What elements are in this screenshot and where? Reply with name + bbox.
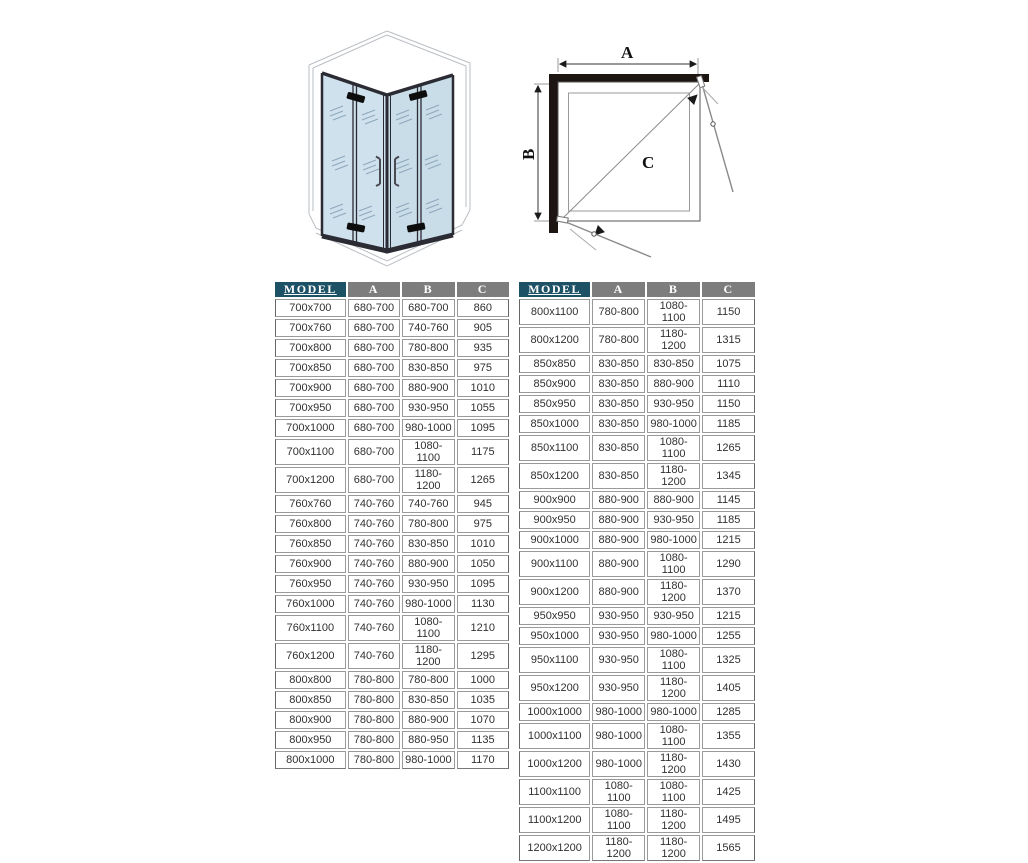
table-cell: 1430 [702,751,755,777]
table-cell: 1010 [457,535,509,553]
table-cell: 1290 [702,551,755,577]
table-cell: 1215 [702,607,755,625]
table-cell: 780-800 [348,671,400,689]
table-cell: 950x1200 [519,675,590,701]
table-cell: 1345 [702,463,755,489]
table-cell: 830-850 [592,355,645,373]
dimension-c [562,84,701,239]
table-cell: 1210 [457,615,509,641]
table-cell: 1180-1200 [647,835,700,861]
table-cell: 900x950 [519,511,590,529]
table-cell: 1200x1200 [519,835,590,861]
table-cell: 680-700 [348,379,400,397]
table-cell: 680-700 [348,399,400,417]
table-row [275,379,509,397]
table-cell: 1355 [702,723,755,749]
table-cell: 830-850 [647,355,700,373]
table-cell: 780-800 [348,691,400,709]
table-cell: 1050 [457,555,509,573]
table-cell: 980-1000 [402,595,454,613]
table-cell: 1170 [457,751,509,769]
table-cell: 850x1200 [519,463,590,489]
table-cell: 935 [457,339,509,357]
table-cell: 880-900 [647,375,700,393]
table-cell: 1180-1200 [647,463,700,489]
table-cell: 780-800 [348,751,400,769]
table-cell: 1180-1200 [647,807,700,833]
table-cell: 780-800 [402,515,454,533]
table-cell: 1180-1200 [647,675,700,701]
table-cell: 980-1000 [592,703,645,721]
table-row [519,299,755,325]
table-cell: 800x950 [275,731,346,749]
table-cell: 700x850 [275,359,346,377]
table-row [519,491,755,509]
table-cell: 830-850 [592,463,645,489]
table-cell: 830-850 [592,435,645,461]
table-row [519,607,755,625]
table-cell: 830-850 [592,415,645,433]
table-cell: 830-850 [592,395,645,413]
table-cell: 1265 [702,435,755,461]
table-cell: 1150 [702,299,755,325]
table-row [275,595,509,613]
table-cell: 1095 [457,419,509,437]
table-cell: 930-950 [592,675,645,701]
table-header-row [519,282,755,297]
table-row [519,327,755,353]
table-cell: 950x1000 [519,627,590,645]
table-cell: 975 [457,359,509,377]
table-cell: 1295 [457,643,509,669]
table-cell: 900x900 [519,491,590,509]
table-row [275,671,509,689]
table-cell: 700x760 [275,319,346,337]
table-row [519,395,755,413]
table-cell: 1080-1100 [592,779,645,805]
table-cell: 1180-1200 [647,327,700,353]
tray-outer-outline [558,82,700,221]
table-cell: 700x950 [275,399,346,417]
table-cell: 1035 [457,691,509,709]
table-cell: 680-700 [348,359,400,377]
table-header-row [275,282,509,297]
table-cell: 980-1000 [647,415,700,433]
table-cell: 1495 [702,807,755,833]
table-cell: 1080-1100 [402,439,454,465]
table-cell: 1315 [702,327,755,353]
table-cell: 880-900 [402,555,454,573]
table-cell: 1080-1100 [647,779,700,805]
table-cell: 880-900 [592,511,645,529]
table-row [519,835,755,861]
table-cell: 1565 [702,835,755,861]
table-cell: 800x800 [275,671,346,689]
table-cell: 1325 [702,647,755,673]
table-row [519,355,755,373]
size-table [517,280,757,863]
table-cell: 980-1000 [647,703,700,721]
column-header-a: A [592,282,645,297]
table-cell: 880-900 [592,579,645,605]
table-cell: 1425 [702,779,755,805]
table-cell: 740-760 [348,495,400,513]
table-cell: 1150 [702,395,755,413]
table-row [275,299,509,317]
table-row [275,467,509,493]
table-cell: 1080-1100 [592,807,645,833]
table-row [275,615,509,641]
table-cell: 780-800 [402,671,454,689]
table-cell: 700x1200 [275,467,346,493]
column-header-model: MODEL [275,282,346,297]
table-cell: 680-700 [348,419,400,437]
table-cell: 975 [457,515,509,533]
table-cell: 930-950 [402,575,454,593]
table-cell: 680-700 [348,319,400,337]
table-cell: 1180-1200 [647,751,700,777]
table-cell: 1145 [702,491,755,509]
table-cell: 880-900 [402,379,454,397]
table-row [275,711,509,729]
table-cell: 945 [457,495,509,513]
table-row [275,439,509,465]
table-cell: 930-950 [592,647,645,673]
table-cell: 700x1000 [275,419,346,437]
table-cell: 1000x1000 [519,703,590,721]
table-cell: 760x850 [275,535,346,553]
table-cell: 1080-1100 [647,647,700,673]
table-cell: 1185 [702,415,755,433]
table-cell: 1110 [702,375,755,393]
table-cell: 880-900 [402,711,454,729]
table-cell: 740-760 [348,615,400,641]
table-cell: 680-700 [348,299,400,317]
table-cell: 760x760 [275,495,346,513]
table-cell: 780-800 [348,731,400,749]
table-cell: 800x1100 [519,299,590,325]
table-cell: 1285 [702,703,755,721]
table-cell: 680-700 [348,339,400,357]
table-row [519,435,755,461]
door-swing-bottom-left [557,216,651,257]
column-header-a: A [348,282,400,297]
table-cell: 1095 [457,575,509,593]
table-row [519,463,755,489]
column-header-model: MODEL [519,282,590,297]
table-cell: 1370 [702,579,755,605]
dim-label-b: B [519,148,538,160]
table-cell: 1000 [457,671,509,689]
table-cell: 880-950 [402,731,454,749]
size-table-left [273,280,511,771]
table-row [275,319,509,337]
table-cell: 830-850 [592,375,645,393]
table-cell: 1130 [457,595,509,613]
table-cell: 1405 [702,675,755,701]
table-row [275,515,509,533]
table-cell: 1215 [702,531,755,549]
table-row [519,579,755,605]
table-cell: 740-760 [348,535,400,553]
column-header-b: B [402,282,454,297]
table-cell: 850x950 [519,395,590,413]
table-cell: 1100x1100 [519,779,590,805]
table-cell: 1080-1100 [647,299,700,325]
table-row [275,419,509,437]
table-row [519,751,755,777]
table-cell: 850x1100 [519,435,590,461]
table-cell: 740-760 [402,319,454,337]
table-cell: 760x1000 [275,595,346,613]
table-cell: 1055 [457,399,509,417]
table-cell: 900x1200 [519,579,590,605]
table-cell: 1000x1200 [519,751,590,777]
table-cell: 1000x1100 [519,723,590,749]
table-cell: 830-850 [402,535,454,553]
table-row [519,375,755,393]
table-cell: 1080-1100 [647,723,700,749]
table-cell: 830-850 [402,359,454,377]
table-cell: 980-1000 [592,723,645,749]
table-row [519,415,755,433]
table-cell: 900x1100 [519,551,590,577]
table-cell: 780-800 [402,339,454,357]
table-cell: 1070 [457,711,509,729]
table-row [519,627,755,645]
table-cell: 1080-1100 [647,551,700,577]
table-row [519,675,755,701]
table-cell: 1100x1200 [519,807,590,833]
table-cell: 1255 [702,627,755,645]
table-cell: 760x800 [275,515,346,533]
table-row [519,807,755,833]
dimension-b [519,86,538,219]
table-row [519,779,755,805]
table-cell: 700x1100 [275,439,346,465]
table-cell: 850x1000 [519,415,590,433]
table-cell: 740-760 [348,575,400,593]
table-row [275,359,509,377]
table-cell: 950x1100 [519,647,590,673]
table-cell: 830-850 [402,691,454,709]
table-cell: 850x900 [519,375,590,393]
table-cell: 1175 [457,439,509,465]
table-row [275,691,509,709]
column-header-c: C [457,282,509,297]
table-cell: 700x800 [275,339,346,357]
table-cell: 1080-1100 [402,615,454,641]
table-cell: 760x1100 [275,615,346,641]
table-cell: 800x1200 [519,327,590,353]
table-row [519,723,755,749]
table-row [519,647,755,673]
door-swing-top-right [697,76,733,192]
table-row [275,731,509,749]
size-table [273,280,511,771]
shower-enclosure-isometric-diagram [280,18,500,268]
table-cell: 700x700 [275,299,346,317]
table-cell: 1185 [702,511,755,529]
table-row [519,531,755,549]
table-cell: 780-800 [592,327,645,353]
table-cell: 800x850 [275,691,346,709]
table-row [519,551,755,577]
table-cell: 1180-1200 [402,467,454,493]
table-cell: 880-900 [592,551,645,577]
table-cell: 760x900 [275,555,346,573]
table-cell: 780-800 [348,711,400,729]
table-cell: 680-700 [348,439,400,465]
table-row [275,495,509,513]
table-cell: 1265 [457,467,509,493]
table-cell: 1180-1200 [592,835,645,861]
table-cell: 930-950 [647,607,700,625]
table-cell: 880-900 [592,491,645,509]
table-cell: 980-1000 [647,627,700,645]
table-cell: 950x950 [519,607,590,625]
table-cell: 1010 [457,379,509,397]
table-cell: 680-700 [402,299,454,317]
table-cell: 740-760 [348,595,400,613]
table-row [275,643,509,669]
table-cell: 980-1000 [402,751,454,769]
table-row [275,751,509,769]
table-cell: 980-1000 [647,531,700,549]
table-row [275,399,509,417]
table-cell: 900x1000 [519,531,590,549]
size-table-right [517,280,757,863]
table-cell: 1180-1200 [647,579,700,605]
table-cell: 680-700 [348,467,400,493]
table-cell: 860 [457,299,509,317]
table-cell: 740-760 [348,515,400,533]
table-cell: 740-760 [348,555,400,573]
table-cell: 1075 [702,355,755,373]
table-cell: 880-900 [592,531,645,549]
table-cell: 930-950 [647,511,700,529]
table-cell: 800x1000 [275,751,346,769]
shower-plan-dimension-diagram [520,18,760,270]
table-cell: 760x950 [275,575,346,593]
table-cell: 800x900 [275,711,346,729]
column-header-c: C [702,282,755,297]
table-cell: 700x900 [275,379,346,397]
table-cell: 1135 [457,731,509,749]
table-row [519,511,755,529]
table-cell: 880-900 [647,491,700,509]
dim-label-a: A [621,43,634,62]
table-row [519,703,755,721]
table-cell: 930-950 [592,607,645,625]
table-row [275,535,509,553]
table-cell: 1080-1100 [647,435,700,461]
table-cell: 980-1000 [402,419,454,437]
table-cell: 930-950 [647,395,700,413]
table-cell: 850x850 [519,355,590,373]
table-row [275,339,509,357]
table-cell: 780-800 [592,299,645,325]
dimension-a [560,43,696,64]
table-cell: 740-760 [348,643,400,669]
dim-label-c: C [642,153,655,172]
table-cell: 760x1200 [275,643,346,669]
table-row [275,555,509,573]
table-cell: 980-1000 [592,751,645,777]
table-cell: 905 [457,319,509,337]
table-cell: 740-760 [402,495,454,513]
table-row [275,575,509,593]
column-header-b: B [647,282,700,297]
table-cell: 930-950 [402,399,454,417]
table-cell: 1180-1200 [402,643,454,669]
table-cell: 930-950 [592,627,645,645]
